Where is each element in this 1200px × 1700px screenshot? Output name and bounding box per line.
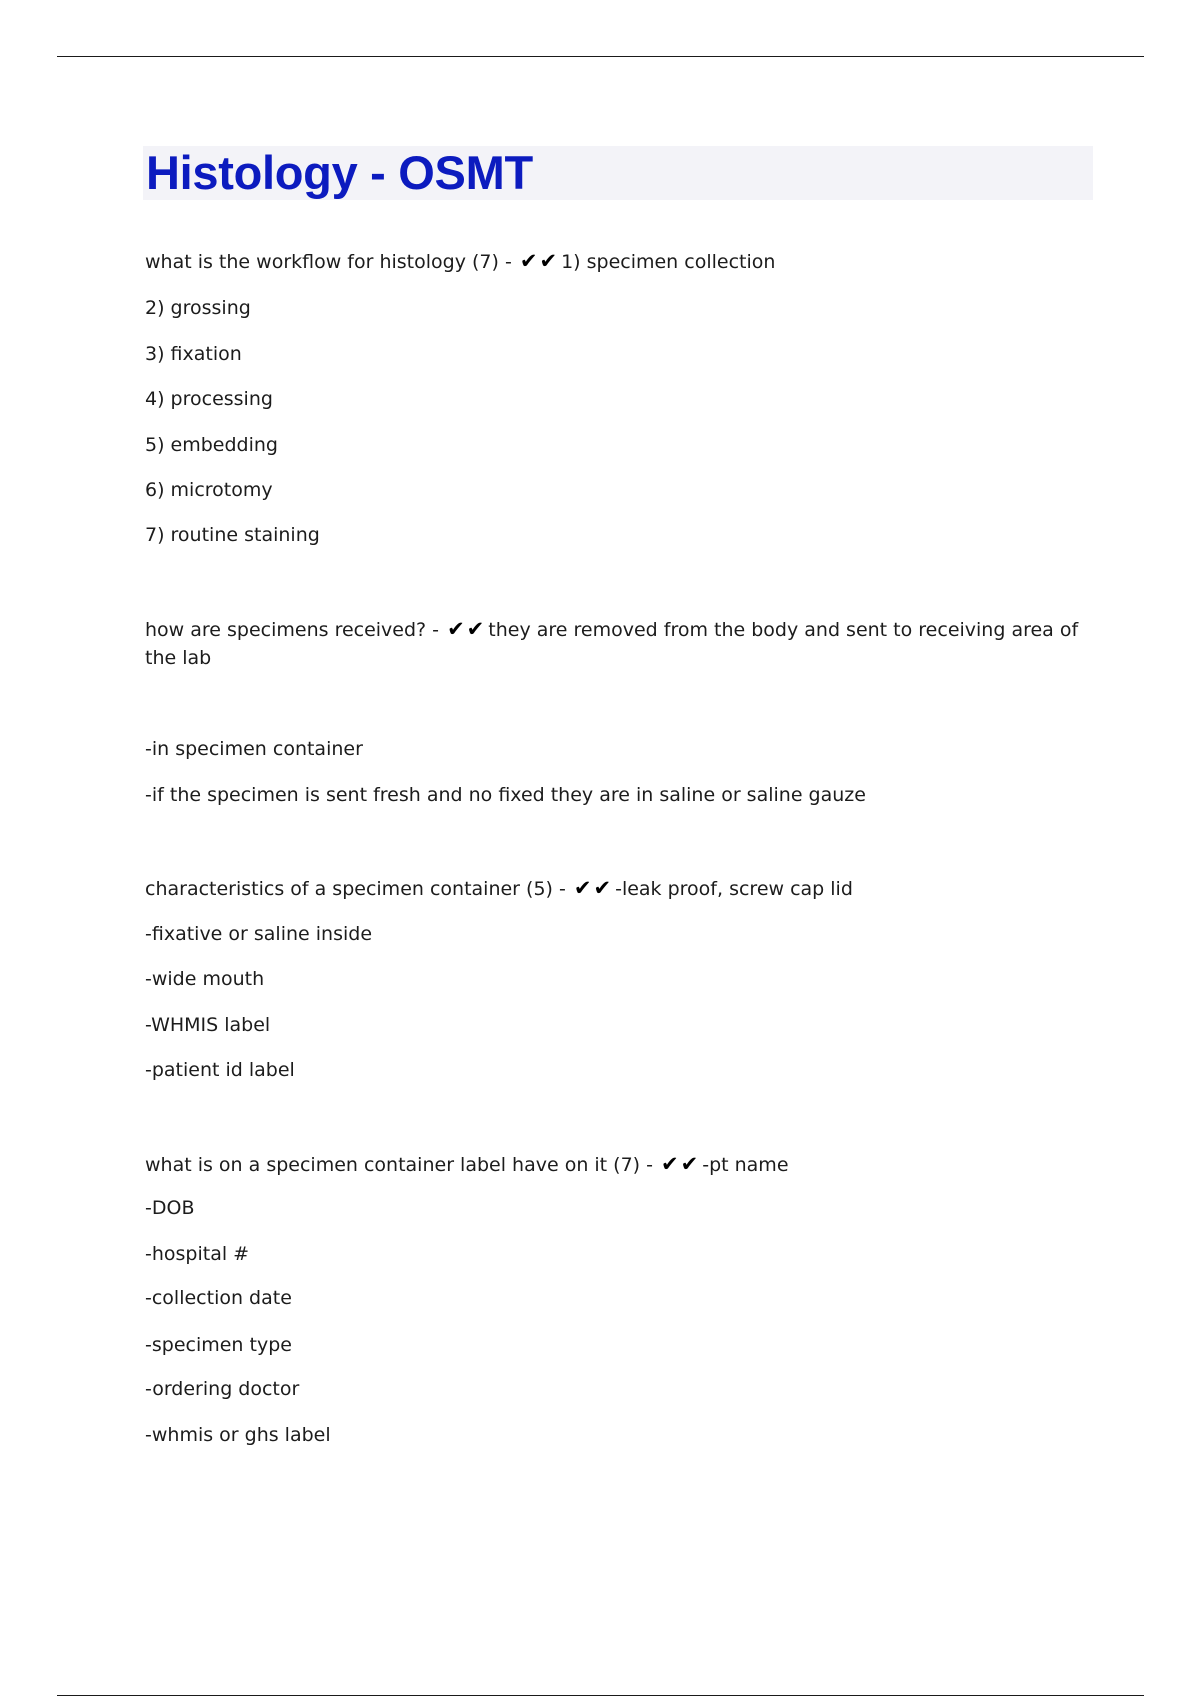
q4-answer-line: -collection date <box>145 1287 292 1309</box>
q3-answer-line: -fixative or saline inside <box>145 923 373 945</box>
footer-rule <box>57 1695 1144 1696</box>
header-rule <box>57 56 1144 57</box>
q4-answer-line: -ordering doctor <box>145 1378 300 1400</box>
q2-answer-line: -if the specimen is sent fresh and no fixed they are in saline or saline gauze <box>145 784 866 806</box>
q1-answer-line: 4) processing <box>145 388 273 410</box>
double-check-icon: ✔✔ <box>661 1152 701 1176</box>
q1-answer-line: 7) routine staining <box>145 524 320 546</box>
q3-answer-line: -patient id label <box>145 1059 295 1081</box>
q3-question-line <box>145 876 853 901</box>
q4-answer-line: -hospital # <box>145 1243 250 1265</box>
q4-question-line <box>145 1152 789 1177</box>
q4-question: what is on a specimen container label have on it (7) - <box>145 1154 660 1176</box>
q3-question: characteristics of a specimen container (5) - <box>145 878 572 900</box>
q1-answer-line: 5) embedding <box>145 434 278 456</box>
double-check-icon: ✔✔ <box>447 617 487 641</box>
q2-question: how are specimens received? - <box>145 619 446 641</box>
q1-question: what is the workflow for histology (7) - <box>145 251 518 273</box>
document-title: Histology - OSMT <box>146 146 533 199</box>
q4-answer: -pt name <box>702 1154 789 1176</box>
q3-answer: -leak proof, screw cap lid <box>615 878 853 900</box>
q2-answer: they are removed from the body and sent to receiving area of the lab <box>145 619 1079 669</box>
q3-answer-line: -wide mouth <box>145 968 265 990</box>
q1-answer-line: 6) microtomy <box>145 479 273 501</box>
q4-answer-line: -DOB <box>145 1197 195 1219</box>
q1-answer: 1) specimen collection <box>561 251 776 273</box>
q3-answer-line: -WHMIS label <box>145 1014 271 1036</box>
double-check-icon: ✔✔ <box>573 876 614 900</box>
q1-question-line <box>145 249 775 274</box>
q2-question-line <box>145 615 1085 672</box>
q1-answer-line: 3) fixation <box>145 343 242 365</box>
q1-answer-line: 2) grossing <box>145 297 251 319</box>
q4-answer-line: -whmis or ghs label <box>145 1424 331 1446</box>
q4-answer-line: -specimen type <box>145 1334 292 1356</box>
q2-answer-line: -in specimen container <box>145 738 363 760</box>
double-check-icon: ✔✔ <box>519 249 560 273</box>
